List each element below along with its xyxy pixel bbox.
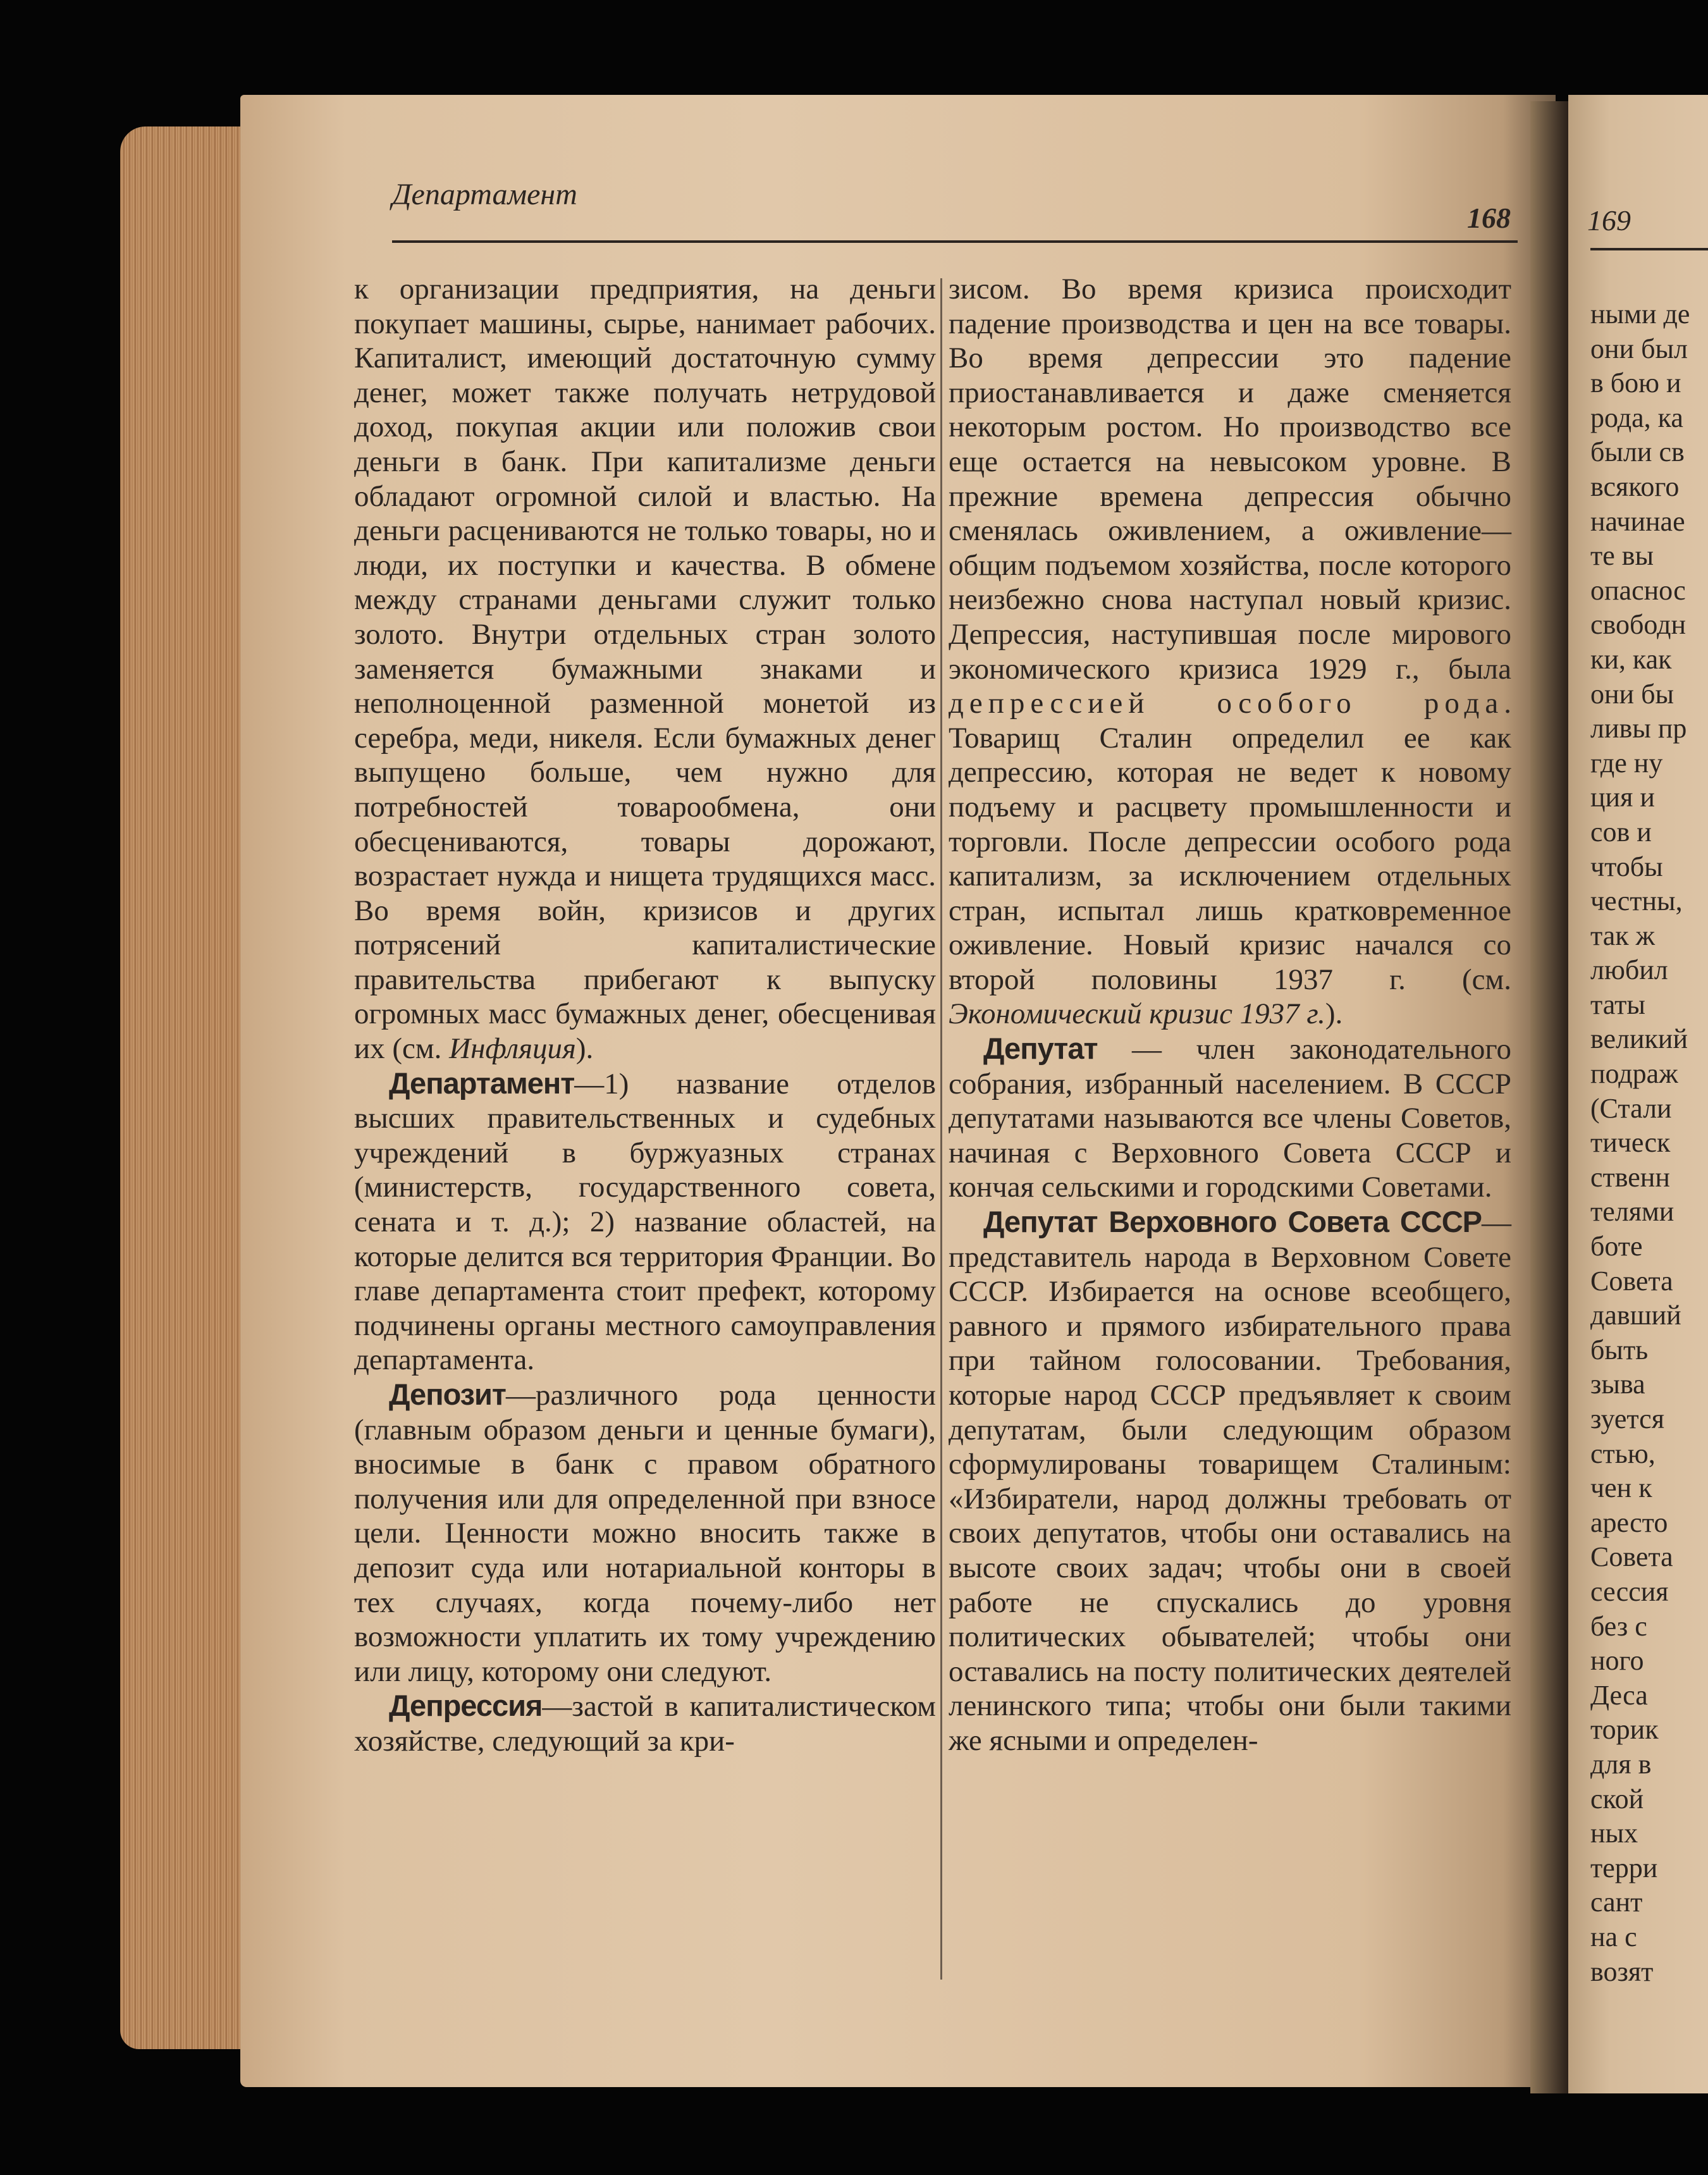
cross-reference: Экономический кризис 1937 г. [949,997,1325,1031]
fragment-line: ция и [1590,782,1655,813]
fragment-line: терри [1590,1852,1658,1883]
entry-deputat: Депутат — член законодательного собрания, избранный населением. В СССР депутатами называются все члены Советов, начиная с Верховного Совета СССР и кончая сельскими и городскими Советами. [949,1032,1511,1204]
running-header: Департамент [392,178,577,211]
entry-continuation-depressiya: зисом. Во время кризиса происходит падение производства и цен на все товары. Во время депрессии это падение приостанавливается и даже сменяется некоторым ростом. Но производство все еще остается на невысоком уровне. В прежние времена депрессия обычно сменялась оживлением, а оживление—общим подъемом хозяйства, после которого неизбежно снова наступал новый кризис. Депрессия, наступившая после мирового экономического кризиса 1929 г., была депрессией особого рода. Товарищ Сталин определил ее как депрессию, которая не ведет к новому подъему и расцвету промышленности и торговли. После депрессии особого рода капитализм, за исключением отдельных стран, испытал лишь кратковременное оживление. Новый кризис начался со второй половины 1937 г. (см. Экономический кризис 1937 г.). [949,273,1511,1031]
fragment-line: где ну [1590,747,1663,779]
fragment-line: честны, [1590,885,1683,917]
fragment-line: возят [1590,1956,1654,1987]
entry-departament: Департамент—1) название отделов высших правительственных и судебных учреждений в буржуазных странах (министерств, государственного совета, сената и т. д.); 2) название областей, на которые делится вся территория Франции. Во главе департамента стоит префект, которому подчинены органы местного самоуправления департамента. [354,1066,936,1377]
headword: Депрессия [389,1689,543,1723]
header-rule-left [392,240,1518,243]
page-number-right: 169 [1587,204,1631,237]
headword: Депутат Верховного Совета СССР [983,1205,1482,1239]
fragment-line: таты [1590,989,1645,1020]
fragment-line: начинае [1590,505,1685,537]
text-column-1 [354,272,936,1759]
entry-depozit: Депозит—различного рода ценности (главным образом деньги и ценные бумаги), вносимые в банк с правом обратного получения или для определенной при взносе цели. Ценности можно вносить также в депозит суда или нотариальной конторы в тех случаях, когда почему-либо нет возможности уплатить их тому учреждению или лицу, которому они следуют. [354,1377,936,1688]
fragment-line: телями [1590,1196,1674,1228]
text-column-2 [949,272,1511,1758]
cross-reference: Инфляция [449,1032,576,1066]
fragment-line: Совета [1590,1541,1673,1573]
fragment-line: ных [1590,1818,1638,1849]
fragment-line: так ж [1590,920,1656,951]
header-rule-right [1590,248,1708,250]
fragment-line: любил [1590,954,1668,986]
fragment-line: те вы [1590,540,1654,572]
fragment-line: Совета [1590,1265,1673,1297]
fragment-line: для в [1590,1748,1652,1780]
fragment-line: ственн [1590,1161,1670,1193]
fragment-line: сессия [1590,1575,1669,1607]
fragment-line: ки, как [1590,643,1672,675]
right-page-column-fragment [1590,297,1708,1989]
fragment-line: быть [1590,1334,1649,1365]
fragment-line: сант [1590,1887,1643,1918]
fragment-line: свободн [1590,609,1686,641]
headword: Депутат [983,1032,1098,1066]
fragment-line: зуется [1590,1403,1664,1434]
fragment-line: в бою и [1590,367,1681,399]
fragment-line: боте [1590,1231,1643,1262]
fragment-line: великий [1590,1023,1688,1055]
emphasis-spaced: депрессией особого рода [949,687,1504,720]
fragment-line: всякого [1590,471,1680,502]
fragment-line: подраж [1590,1058,1678,1090]
fragment-line: чен к [1590,1472,1652,1504]
fragment-line: они был [1590,333,1688,364]
fragment-line: чтобы [1590,851,1663,882]
fragment-line: тическ [1590,1127,1671,1159]
fragment-line: без с [1590,1610,1647,1642]
fragment-line: ными де [1590,299,1690,330]
fragment-line: они бы [1590,678,1674,710]
fragment-line: опаснос [1590,574,1686,606]
fragment-line: стью, [1590,1438,1656,1469]
fragment-line: ного [1590,1645,1644,1677]
fragment-line: давший [1590,1300,1681,1331]
fragment-line: рода, ка [1590,402,1683,433]
fragment-line: аресто [1590,1506,1668,1538]
fragment-line: Деса [1590,1679,1648,1711]
entry-deputat-verkhovnogo-soveta: Депутат Верховного Совета СССР—представитель народа в Верховном Совете СССР. Избирается на основе всеобщего, равного и прямого избирательного права при тайном голосовании. Требования, которые народ СССР предъявляет к своим депутатам, были следующим образом сформулированы товарищем Сталиным: «Избиратели, народ должны требовать от своих депутатов, чтобы они оставались на высоте своих задач; чтобы они в своей работе не спускались до уровня политических обывателей; чтобы они оставались на посту политических деятелей ленинского типа; чтобы они были такими же ясными и определен- [949,1205,1511,1757]
headword: Департамент [389,1066,575,1100]
fragment-line: были св [1590,436,1685,468]
fragment-line: на с [1590,1921,1637,1952]
fragment-line: ливы пр [1590,713,1687,744]
page-number-left: 168 [1467,202,1511,234]
fragment-line: зыва [1590,1369,1645,1400]
entry-depressiya: Депрессия—застой в капиталистическом хозяйстве, следующий за кри- [354,1689,936,1758]
entry-continuation-dengi: к организации предприятия, на деньги покупает машины, сырье, нанимает рабочих. Капиталист, имеющий достаточную сумму денег, может также получать нетрудовой доход, покупая акции или положив свои деньги в банк. При капитализме деньги обладают огромной силой и властью. На деньги расцениваются не только товары, но и люди, их поступки и качества. В обмене между странами деньгами служит только золото. Внутри отдельных стран золото заменяется бумажными знаками и неполноценной разменной монетой из серебра, меди, никеля. Если бумажных денег выпущено больше, чем нужно для потребностей товарообмена, они обесцениваются, товары дорожают, возрастает нужда и нищета трудящихся масс. Во время войн, кризисов и других потрясений капиталистические правительства прибегают к выпуску огромных масс бумажных денег, обесценивая их (см. Инфляция). [354,273,936,1066]
column-divider [940,278,942,1980]
fragment-line: сов и [1590,816,1652,847]
headword: Депозит [389,1377,506,1411]
fragment-line: ской [1590,1783,1644,1815]
fragment-line: торик [1590,1714,1659,1746]
fragment-line: (Стали [1590,1092,1672,1124]
